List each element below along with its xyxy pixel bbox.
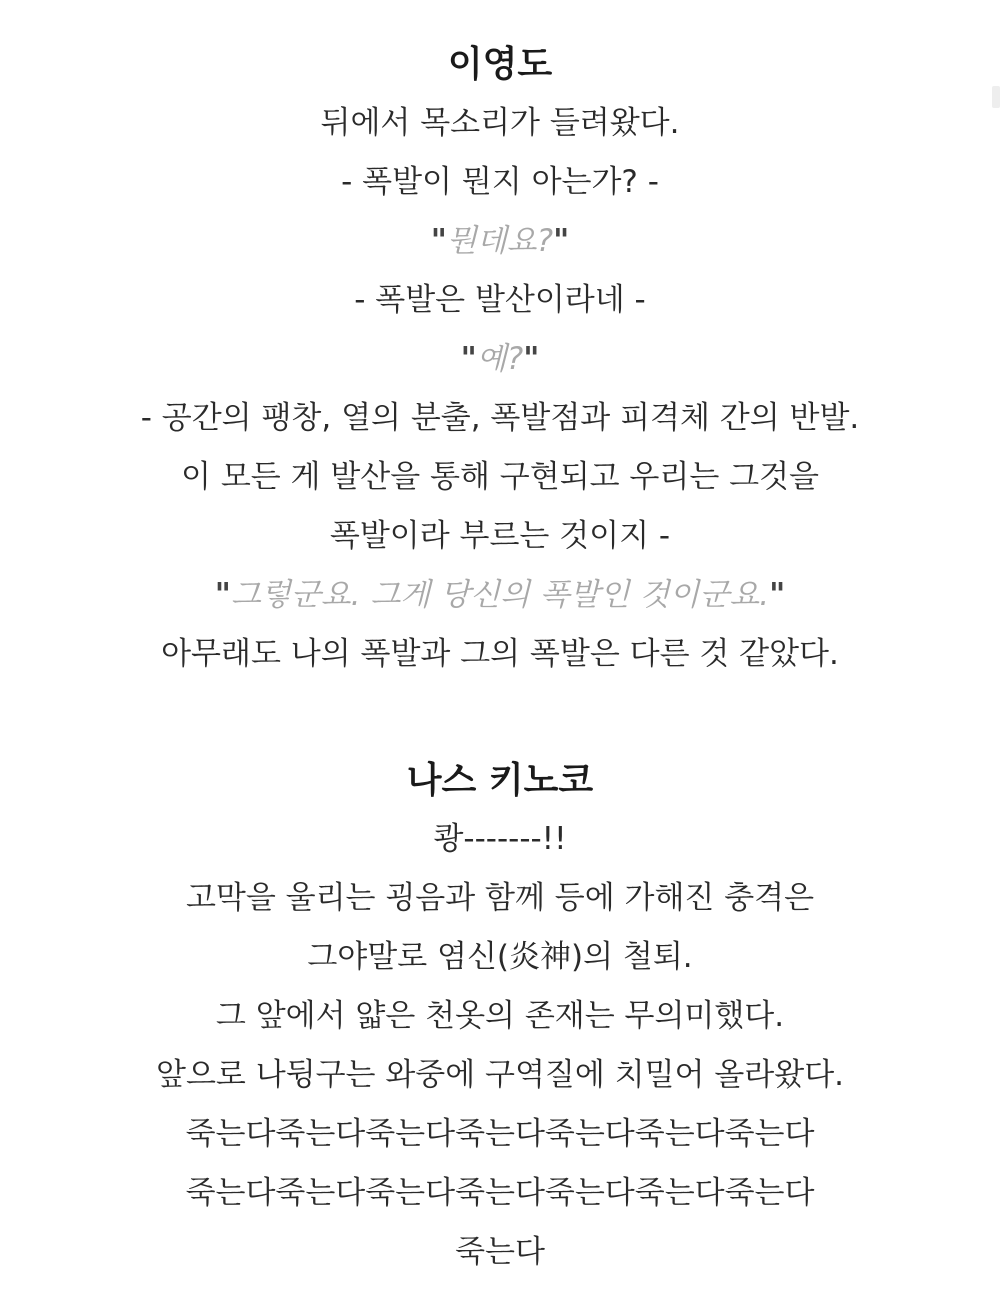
text-line: 죽는다죽는다죽는다죽는다죽는다죽는다죽는다 bbox=[185, 1175, 815, 1211]
dialogue-text: 그렇군요. 그게 당신의 폭발인 것이군요. bbox=[230, 577, 770, 613]
text-line: 쾅-------!! bbox=[433, 821, 567, 857]
text-line: 죽는다죽는다죽는다죽는다죽는다죽는다죽는다 bbox=[185, 1116, 815, 1152]
quote-open: " bbox=[460, 341, 477, 377]
quote-open: " bbox=[430, 223, 447, 259]
dialogue-line bbox=[0, 566, 1000, 625]
text-line: 앞으로 나뒹구는 와중에 구역질에 치밀어 올라왔다. bbox=[156, 1057, 844, 1093]
dialogue-line bbox=[0, 212, 1000, 271]
text-line: 이 모든 게 발산을 통해 구현되고 우리는 그것을 bbox=[181, 459, 819, 495]
text-line: 아무래도 나의 폭발과 그의 폭발은 다른 것 같았다. bbox=[161, 636, 839, 672]
text-line: - 폭발이 뭔지 아는가? - bbox=[341, 164, 659, 200]
quote-close: " bbox=[523, 341, 540, 377]
dialogue-text: 뭔데요? bbox=[446, 223, 554, 259]
dialogue-text: 예? bbox=[476, 341, 524, 377]
excerpt-lee-young-do bbox=[0, 36, 1000, 684]
text-line: 그 앞에서 얇은 천옷의 존재는 무의미했다. bbox=[215, 998, 785, 1034]
quote-close: " bbox=[769, 577, 786, 613]
text-line: - 폭발은 발산이라네 - bbox=[354, 282, 646, 318]
dialogue-line bbox=[0, 330, 1000, 389]
text-line: 뒤에서 목소리가 들려왔다. bbox=[320, 105, 680, 141]
quote-close: " bbox=[553, 223, 570, 259]
author-heading: 나스 키노코 bbox=[406, 760, 594, 801]
text-line: 고막을 울리는 굉음과 함께 등에 가해진 충격은 bbox=[185, 880, 815, 916]
quote-open: " bbox=[214, 577, 231, 613]
author-heading: 이영도 bbox=[447, 44, 553, 85]
excerpt-nasu-kinoko bbox=[0, 752, 1000, 1282]
scrollbar-thumb[interactable] bbox=[992, 86, 1000, 108]
text-line: - 공간의 팽창, 열의 분출, 폭발점과 피격체 간의 반발. bbox=[140, 400, 860, 436]
text-line: 죽는다 bbox=[455, 1234, 545, 1270]
text-line: 폭발이라 부르는 것이지 - bbox=[329, 518, 671, 554]
text-line: 그야말로 염신(炎神)의 철퇴. bbox=[307, 939, 693, 975]
